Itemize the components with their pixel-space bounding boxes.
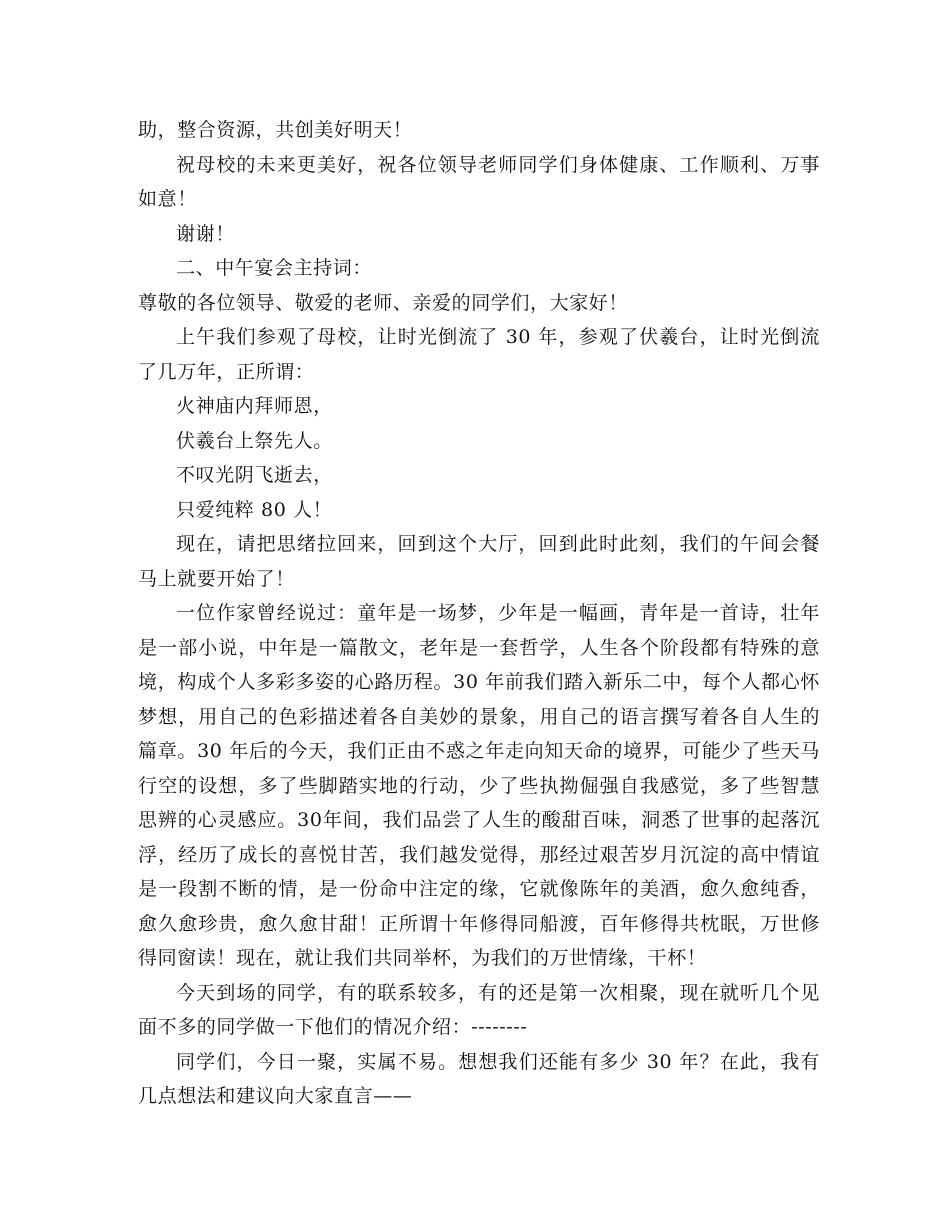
paragraph: 同学们，今日一聚，实属不易。想想我们还能有多少 30 年？在此，我有几点想法和建议向大家直言——	[138, 1050, 820, 1107]
poem-line: 伏羲台上祭先人。	[176, 429, 333, 452]
greeting-line: 尊敬的各位领导、敬爱的老师、亲爱的同学们，大家好！	[138, 291, 629, 314]
paragraph: 谢谢！	[176, 222, 235, 245]
poem-line: 火神庙内拜师恩，	[176, 395, 333, 417]
poem-line: 只爱纯粹 80 人！	[176, 498, 333, 521]
document-body	[138, 113, 820, 1114]
paragraph: 祝母校的未来更美好，祝各位领导老师同学们身体健康、工作顺利、万事如意！	[138, 153, 820, 210]
paragraph: 一位作家曾经说过：童年是一场梦，少年是一幅画，青年是一首诗，壮年是一部小说，中年是一篇散文，老年是一套哲学，人生各个阶段都有特殊的意境，构成个人多彩多姿的心路历程。30 年前我们踏入新乐二中，每个人都心怀梦想，用自己的色彩描述着各自美妙的景象，用自己的语言撰写着各自人生的篇章。30 年后的今天，我们正由不惑之年走向知天命的境界，可能少了些天马行空的设想，多了些脚踏实地的行动，少了些执拗倔强自我感觉，多了些智慧思辨的心灵感应。30年间，我们品尝了人生的酸甜百味，洞悉了世事的起落沉浮，经历了成长的喜悦甘苦，我们越发觉得，那经过艰苦岁月沉淀的高中情谊是一段割不断的情，是一份命中注定的缘，它就像陈年的美酒，愈久愈纯香，愈久愈珍贵，愈久愈甘甜！正所谓十年修得同船渡，百年修得共枕眠，万世修得同窗读！现在，就让我们共同举杯，为我们的万世情缘，干杯！	[138, 602, 820, 969]
paragraph: 现在，请把思绪拉回来，回到这个大厅，回到此时此刻，我们的午间会餐马上就要开始了！	[138, 533, 820, 590]
paragraph: 今天到场的同学，有的联系较多，有的还是第一次相聚，现在就听几个见面不多的同学做一下他们的情况介绍：--------	[138, 981, 820, 1038]
paragraph: 助，整合资源，共创美好明天！	[138, 119, 413, 141]
section-heading: 二、中午宴会主持词：	[176, 257, 373, 279]
paragraph: 上午我们参观了母校，让时光倒流了 30 年，参观了伏羲台，让时光倒流了几万年，正所谓：	[138, 326, 820, 383]
poem-line: 不叹光阴飞逝去，	[176, 464, 333, 486]
